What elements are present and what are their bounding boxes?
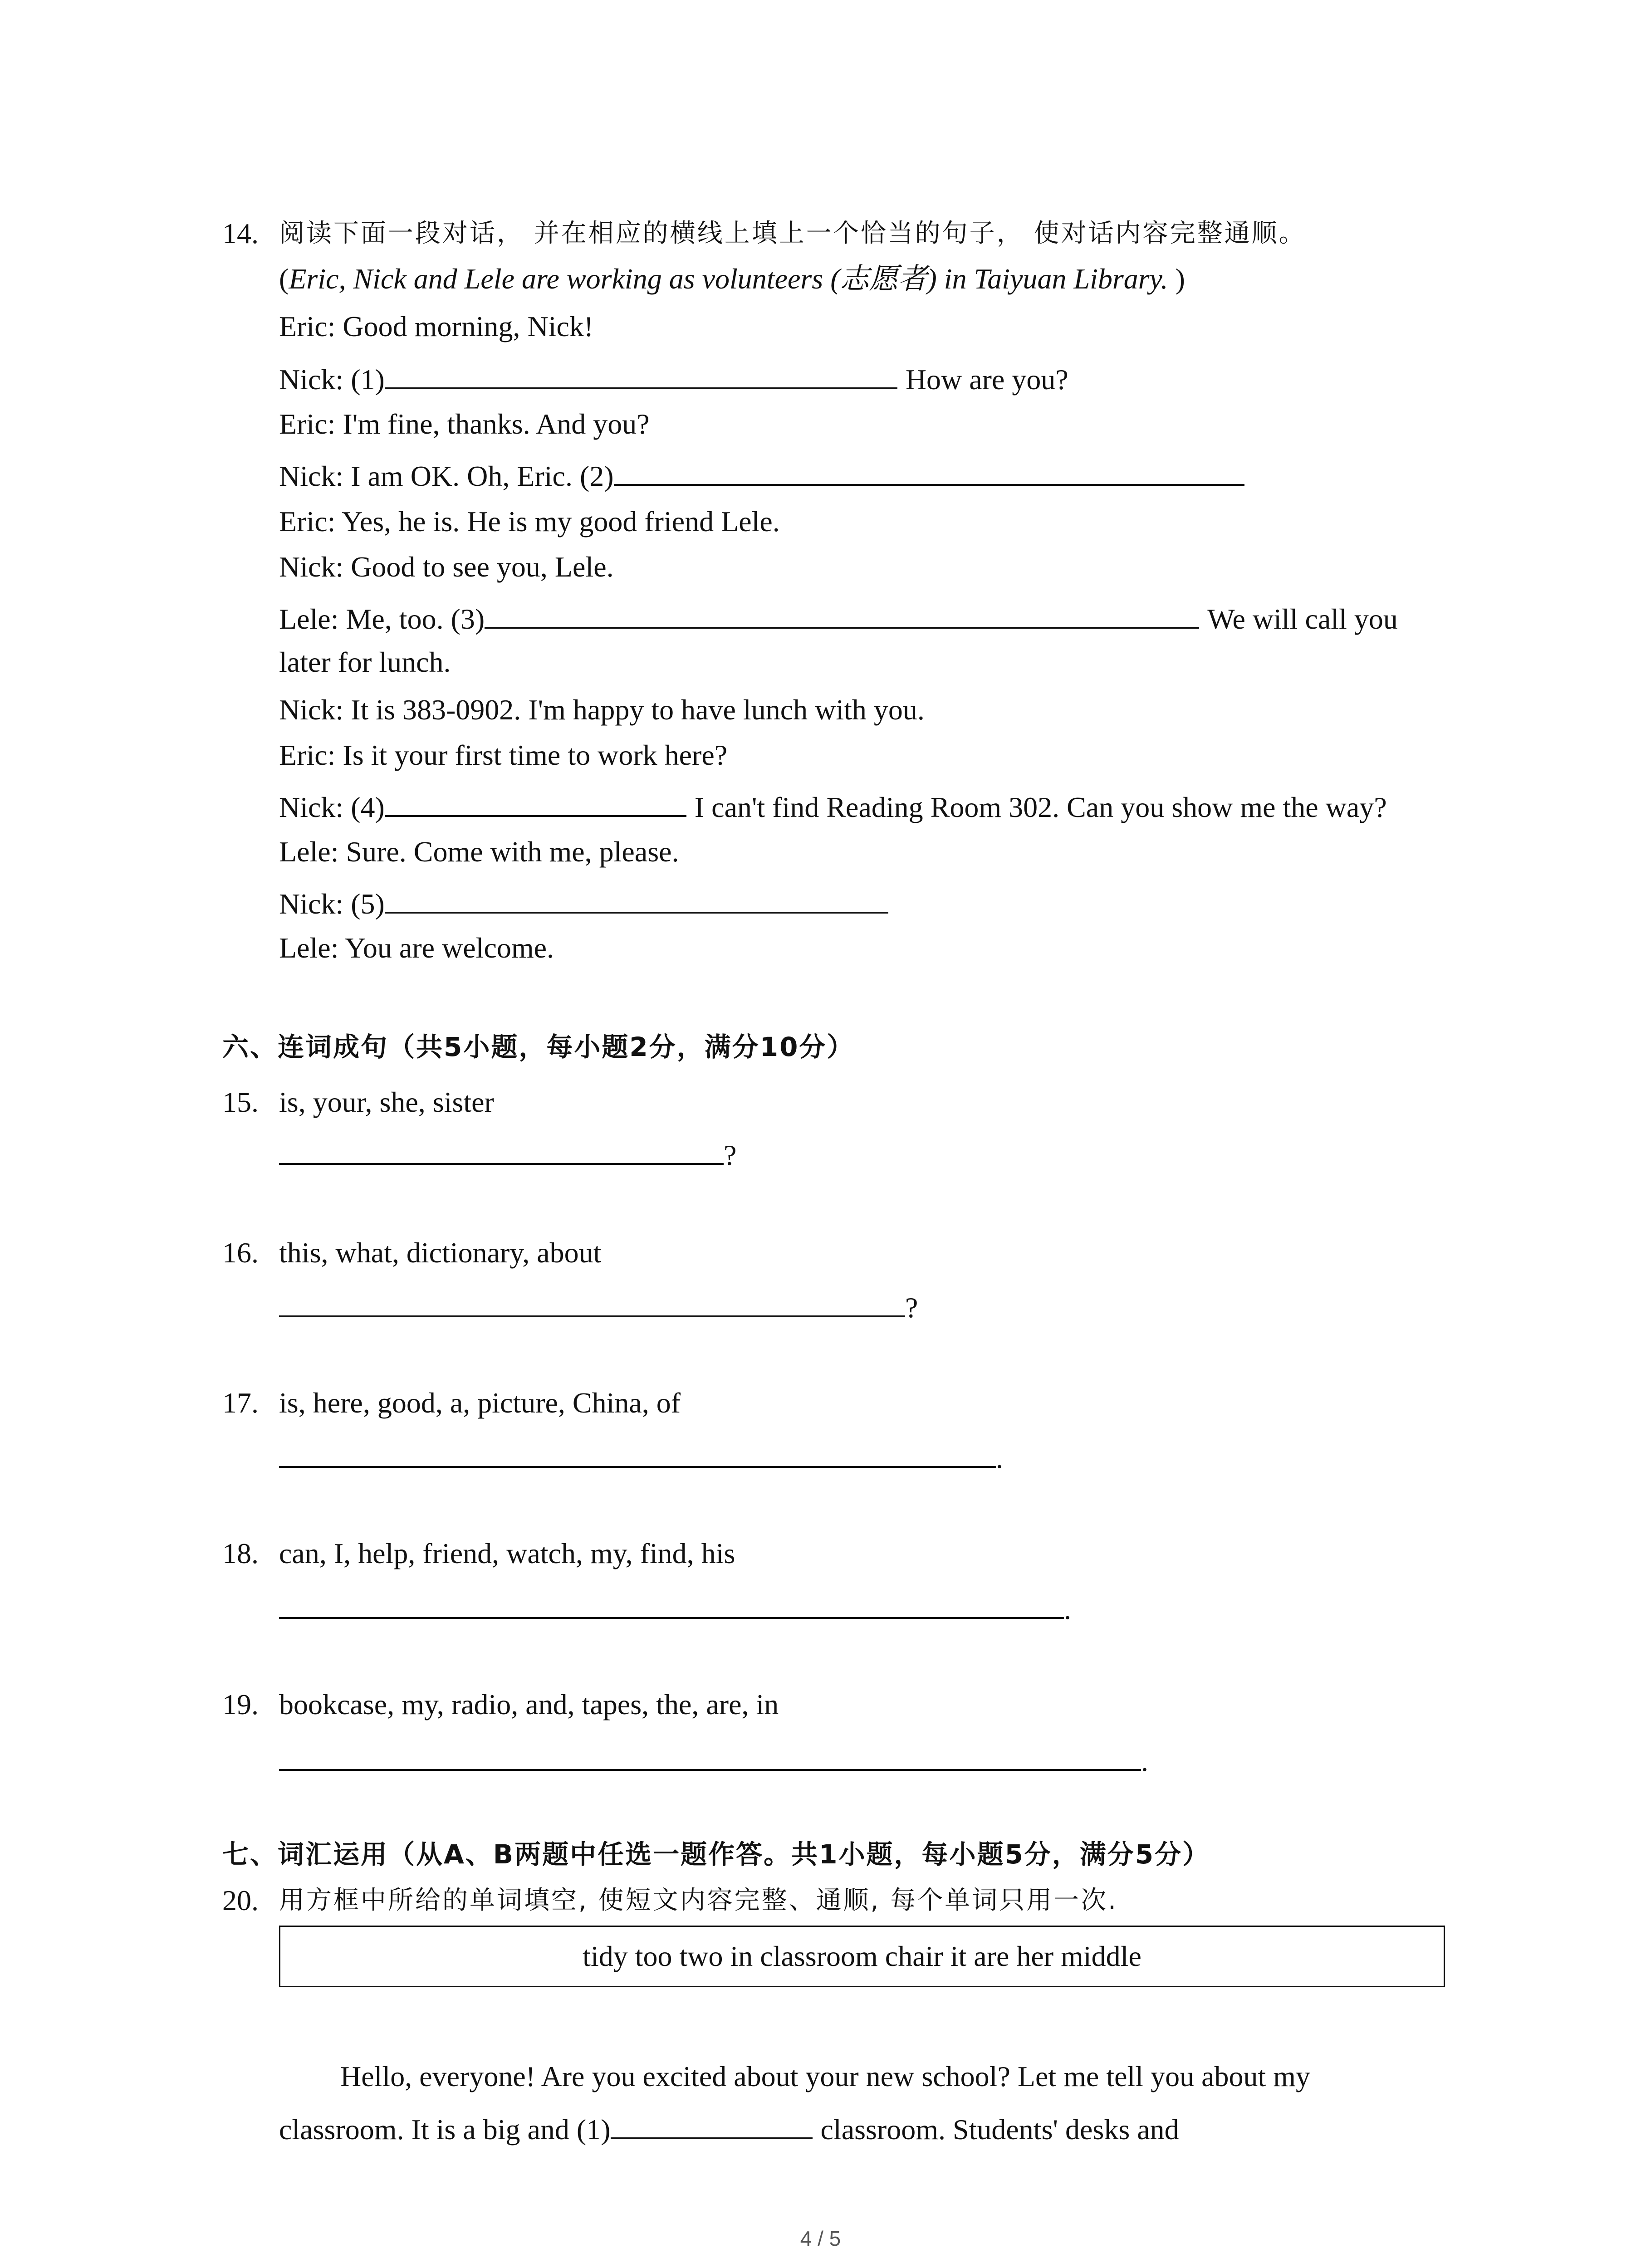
dialogue-line: Nick: Good to see you, Lele. (279, 551, 614, 583)
answer-line (279, 1438, 1003, 1474)
question-number: 17. (222, 1387, 259, 1419)
dialogue-line (279, 884, 888, 920)
answer-blank[interactable] (279, 1438, 996, 1468)
question-number: 18. (222, 1537, 259, 1569)
question-number: 14. (222, 217, 259, 249)
answer-blank[interactable] (279, 1135, 724, 1165)
end-punctuation: . (1064, 1593, 1071, 1625)
passage-line (279, 2109, 1179, 2146)
answer-blank[interactable] (279, 1741, 1141, 1771)
dialogue-line: Lele: Sure. Come with me, please. (279, 836, 679, 868)
word-box-text: tidy too two in classroom chair it are her middle (583, 1940, 1141, 1972)
word-list: can, I, help, friend, watch, my, find, his (279, 1537, 735, 1569)
dialogue-speaker-text: Nick: (1) (279, 363, 385, 396)
dialogue-line (279, 599, 1398, 635)
dialogue-context (279, 261, 1185, 297)
dialogue-line: later for lunch. (279, 646, 451, 678)
word-box (279, 1926, 1445, 1987)
dialogue-line: Lele: You are welcome. (279, 932, 554, 964)
question-number: 16. (222, 1237, 259, 1269)
question-instruction: 用方框中所给的单词填空, 使短文内容完整、通顺, 每个单词只用一次. (279, 1886, 1118, 1915)
passage-line: Hello, everyone! Are you excited about your new school? Let me tell you about my (340, 2060, 1311, 2092)
dialogue-line: Eric: Is it your first time to work here? (279, 739, 728, 771)
dialogue-speaker-text: Nick: (5) (279, 888, 385, 920)
paren-open: ( (279, 263, 289, 295)
answer-line (279, 1287, 918, 1324)
answer-blank-2[interactable] (614, 456, 1244, 486)
dialogue-speaker-text: Nick: (4) (279, 791, 385, 823)
answer-blank[interactable] (279, 1287, 905, 1317)
word-list: bookcase, my, radio, and, tapes, the, are, in (279, 1688, 779, 1721)
end-punctuation: ? (905, 1291, 918, 1324)
word-list: is, your, she, sister (279, 1086, 494, 1118)
dialogue-speaker-text: Lele: Me, too. (3) (279, 603, 485, 635)
page-number: 4 / 5 (800, 2227, 841, 2250)
answer-blank-1[interactable] (385, 359, 897, 389)
question-instruction: 阅读下面一段对话， 并在相应的横线上填上一个恰当的句子， 使对话内容完整通顺。 (279, 219, 1306, 248)
question-number: 15. (222, 1086, 259, 1118)
section-title: 七、词汇运用（从A、B两题中任选一题作答。共1小题，每小题5分，满分5分） (222, 1839, 1210, 1870)
answer-blank[interactable] (279, 1589, 1064, 1619)
context-text: Eric, Nick and Lele are working as volunteers (志愿者) in Taiyuan Library. (289, 263, 1168, 295)
answer-blank-5[interactable] (385, 884, 888, 914)
passage-text: classroom. It is a big and (1) (279, 2113, 611, 2146)
dialogue-speaker-text: Nick: I am OK. Oh, Eric. (2) (279, 460, 614, 492)
answer-line (279, 1589, 1071, 1625)
dialogue-line: Eric: Yes, he is. He is my good friend Lele. (279, 505, 780, 538)
answer-blank-3[interactable] (485, 599, 1199, 629)
dialogue-tail-text: We will call you (1207, 603, 1398, 635)
passage-text: classroom. Students' desks and (820, 2113, 1179, 2146)
question-number: 20. (222, 1884, 259, 1916)
section-title: 六、连词成句（共5小题，每小题2分，满分10分） (222, 1031, 855, 1062)
dialogue-line (279, 456, 1244, 492)
end-punctuation: . (996, 1442, 1003, 1474)
dialogue-line: Eric: Good morning, Nick! (279, 310, 594, 342)
dialogue-tail-text: I can't find Reading Room 302. Can you show me the way? (694, 791, 1387, 823)
dialogue-line: Eric: I'm fine, thanks. And you? (279, 408, 650, 440)
answer-blank-1[interactable] (611, 2109, 813, 2139)
answer-line (279, 1741, 1148, 1777)
answer-line (279, 1135, 736, 1171)
answer-blank-4[interactable] (385, 787, 686, 817)
paren-close: ) (1168, 263, 1185, 295)
end-punctuation: . (1141, 1745, 1148, 1777)
end-punctuation: ? (724, 1139, 737, 1171)
dialogue-line: Nick: It is 383-0902. I'm happy to have lunch with you. (279, 694, 925, 726)
question-number: 19. (222, 1688, 259, 1721)
word-list: is, here, good, a, picture, China, of (279, 1387, 681, 1419)
word-list: this, what, dictionary, about (279, 1237, 602, 1269)
dialogue-line (279, 787, 1387, 823)
dialogue-tail-text: How are you? (905, 363, 1068, 396)
dialogue-line (279, 359, 1068, 396)
